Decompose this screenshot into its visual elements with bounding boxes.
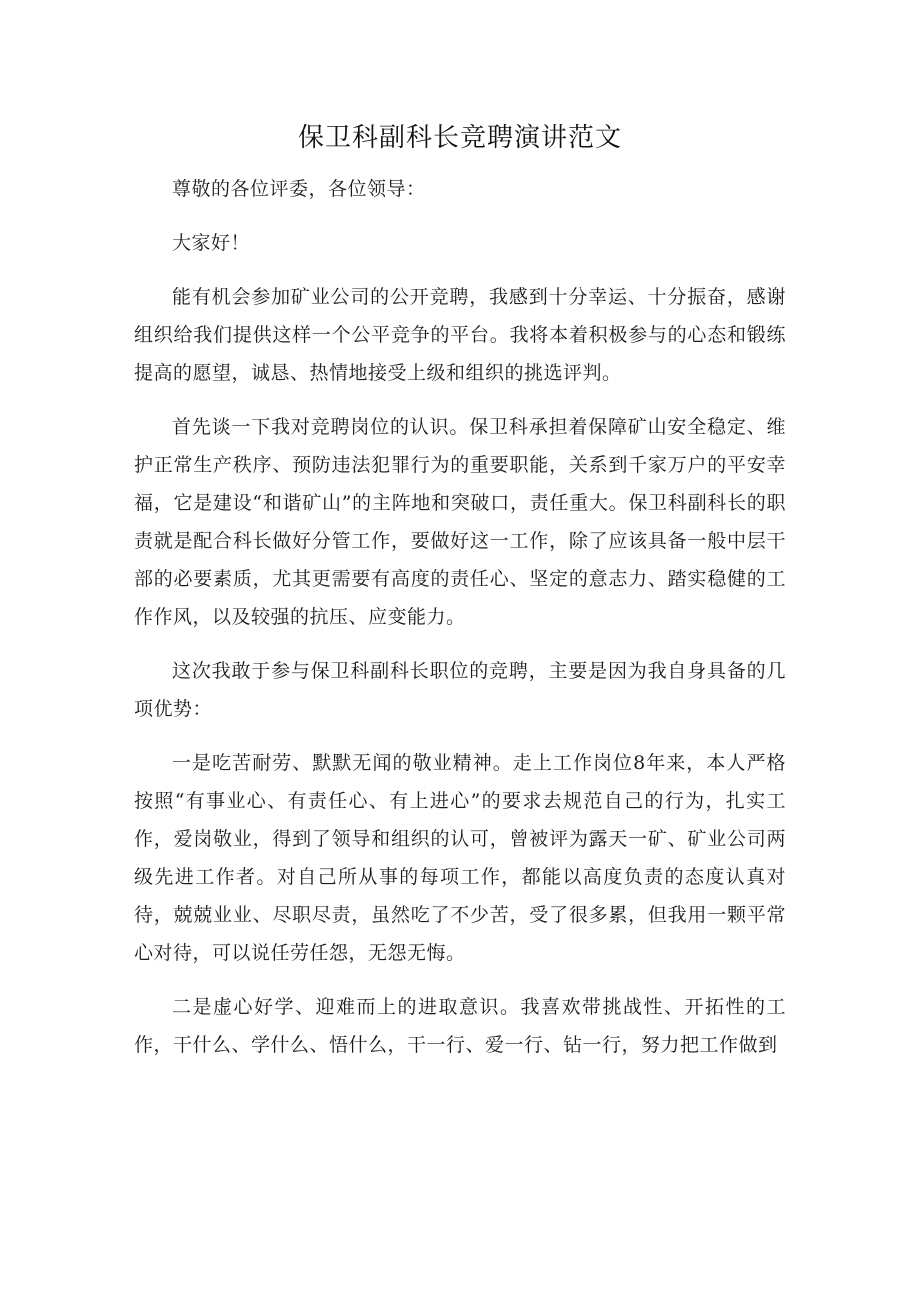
document-body: [134, 170, 786, 1080]
paragraph-opening: 能有机会参加矿业公司的公开竞聘，我感到十分幸运、十分振奋，感谢组织给我们提供这样一个公平竞争的平台。我将本着积极参与的心态和锻练提高的愿望，诚恳、热情地接受上级和组织的挑选评判。: [134, 286, 786, 384]
paragraph-advantage-two: 二是虚心好学、迎难而上的进取意识。我喜欢带挑战性、开拓性的工作，干什么、学什么、悟什么，干一行、爱一行、钻一行，努力把工作做到: [134, 996, 786, 1056]
document-title: 保卫科副科长竞聘演讲范文: [297, 123, 622, 153]
paragraph-advantages-intro: 这次我敢于参与保卫科副科长职位的竞聘，主要是因为我自身具备的几项优势：: [134, 660, 786, 720]
paragraph-advantage-one: 一是吃苦耐劳、默默无闻的敬业精神。走上工作岗位8年来，本人严格按照“有事业心、有责任心、有上进心”的要求去规范自己的行为，扎实工作，爱岗敬业，得到了领导和组织的认可，曾被评为露天一矿、矿业公司两级先进工作者。对自己所从事的每项工作，都能以高度负责的态度认真对待，兢兢业业、尽职尽责，虽然吃了不少苦，受了很多累，但我用一颗平常心对待，可以说任劳任怨，无怨无悔。: [134, 752, 786, 964]
paragraph-greeting: 大家好！: [172, 232, 251, 254]
paragraph-role-understanding: 首先谈一下我对竞聘岗位的认识。保卫科承担着保障矿山安全稳定、维护正常生产秩序、预防违法犯罪行为的重要职能，关系到千家万户的平安幸福，它是建设“和谐矿山”的主阵地和突破口，责任重大。保卫科副科长的职责就是配合科长做好分管工作，要做好这一工作，除了应该具备一般中层干部的必要素质，尤其更需要有高度的责任心、坚定的意志力、踏实稳健的工作作风，以及较强的抗压、应变能力。: [134, 416, 786, 628]
paragraph-salutation: 尊敬的各位评委，各位领导：: [172, 178, 426, 200]
